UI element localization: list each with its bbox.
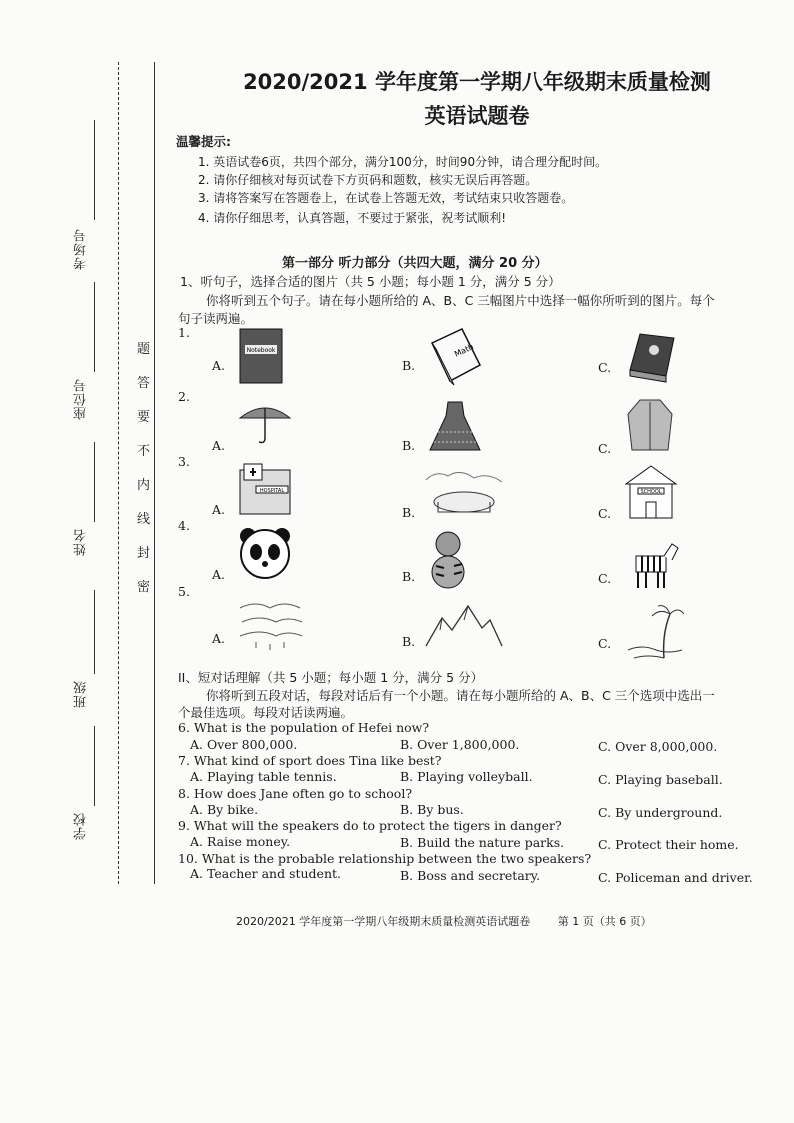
option-letter[interactable]: A.: [212, 567, 226, 582]
math-label: Math: [453, 342, 475, 359]
question-text: 10. What is the probable relationship between the two speakers?: [178, 851, 592, 866]
beach-icon: [624, 600, 686, 662]
math-book-icon: [426, 325, 486, 387]
question-number: 4.: [178, 518, 190, 533]
option-letter[interactable]: B.: [402, 569, 416, 584]
footer-exam-title: 2020/2021 学年度第一学期八年级期末质量检测英语试题卷: [236, 915, 531, 928]
tip-item: 1. 英语试卷6页，共四个部分，满分100分，时间90分钟，请合理分配时间。: [198, 155, 608, 169]
mountains-icon: [424, 600, 504, 650]
question-number: 2.: [178, 389, 190, 404]
class-field[interactable]: [94, 590, 95, 674]
answer-option[interactable]: C. By underground.: [598, 805, 723, 820]
answer-option[interactable]: A. By bike.: [190, 802, 259, 817]
seal-char: 封: [137, 546, 151, 561]
question-text: 6. What is the population of Hefei now?: [178, 720, 430, 735]
hospital-label: HOSPITAL: [259, 488, 285, 494]
margin-border: [154, 62, 155, 884]
option-letter[interactable]: B.: [402, 438, 416, 453]
umbrella-icon: [236, 398, 294, 448]
dashed-cut-line: [118, 62, 119, 884]
exam-room-label: 考场号: [74, 228, 89, 270]
dress-icon: [426, 398, 484, 456]
option-letter[interactable]: C.: [598, 636, 612, 651]
answer-option[interactable]: B. Boss and secretary.: [400, 868, 541, 883]
answer-option[interactable]: A. Playing table tennis.: [190, 769, 337, 784]
panda-icon: [236, 524, 294, 582]
school-icon: [622, 462, 680, 522]
option-letter[interactable]: C.: [598, 571, 612, 586]
coat-icon: [622, 396, 678, 456]
answer-option[interactable]: C. Playing baseball.: [598, 772, 723, 787]
name-field[interactable]: [94, 442, 95, 522]
option-letter[interactable]: B.: [402, 358, 416, 373]
section-instruction: 个最佳选项。每段对话读两遍。: [178, 705, 354, 720]
seal-char: 要: [137, 410, 151, 425]
section-title: II、短对话理解（共 5 小题；每小题 1 分，满分 5 分）: [178, 670, 484, 685]
terraced-fields-icon: [236, 592, 306, 652]
question-text: 7. What kind of sport does Tina like best?: [178, 753, 442, 768]
answer-option[interactable]: C. Policeman and driver.: [598, 870, 753, 885]
option-letter[interactable]: B.: [402, 634, 416, 649]
page-subtitle: 英语试题卷: [424, 104, 530, 128]
page-title: 2020/2021 学年度第一学期八年级期末质量检测: [243, 70, 711, 94]
answer-option[interactable]: C. Protect their home.: [598, 837, 739, 852]
question-text: 8. How does Jane often go to school?: [178, 786, 413, 801]
class-label: 班级: [74, 680, 89, 708]
answer-option[interactable]: B. By bus.: [400, 802, 464, 817]
seal-char: 题: [137, 342, 151, 357]
answer-option[interactable]: B. Playing volleyball.: [400, 769, 533, 784]
question-number: 3.: [178, 454, 190, 469]
question-number: 5.: [178, 584, 190, 599]
school-label: 学校: [74, 812, 89, 840]
section-instruction: 你将听到五个句子。请在每小题所给的 A、B、C 三幅图片中选择一幅你所听到的图片。每个: [206, 293, 715, 308]
section-title: 1、听句子，选择合适的图片（共 5 小题；每小题 1 分，满分 5 分）: [180, 274, 561, 289]
option-letter[interactable]: B.: [402, 505, 416, 520]
seat-number-label: 座位号: [74, 378, 89, 420]
tip-item: 3. 请将答案写在答题卷上，在试卷上答题无效，考试结束只收答题卷。: [198, 191, 574, 205]
school-label: SCHOOL: [640, 489, 662, 495]
question-text: 9. What will the speakers do to protect the tigers in danger?: [178, 818, 562, 833]
tiger-icon: [424, 528, 474, 590]
page-footer: [236, 913, 652, 929]
seal-char: 线: [137, 512, 151, 527]
option-letter[interactable]: C.: [598, 441, 612, 456]
answer-option[interactable]: A. Raise money.: [190, 834, 291, 849]
seal-char: 内: [137, 478, 151, 493]
zebra-icon: [630, 538, 682, 592]
tips-heading: 温馨提示:: [176, 134, 231, 149]
part-heading: 第一部分 听力部分（共四大题，满分 20 分）: [282, 256, 548, 271]
section-instruction: 你将听到五段对话，每段对话后有一个小题。请在每小题所给的 A、B、C 三个选项中选出一: [206, 688, 715, 703]
school-field[interactable]: [94, 726, 95, 806]
stadium-icon: [424, 466, 504, 524]
tip-item: 2. 请你仔细核对每页试卷下方页码和题数，核实无误后再答题。: [198, 173, 538, 187]
option-letter[interactable]: A.: [212, 502, 226, 517]
answer-option[interactable]: A. Teacher and student.: [190, 866, 342, 881]
answer-option[interactable]: A. Over 800,000.: [190, 737, 298, 752]
seat-number-field[interactable]: [94, 282, 95, 372]
option-letter[interactable]: A.: [212, 438, 226, 453]
notebook-icon: [236, 325, 288, 387]
answer-option[interactable]: B. Over 1,800,000.: [400, 737, 520, 752]
notebook-label: Notebook: [246, 347, 276, 354]
seal-char: 答: [137, 376, 151, 391]
seal-char: 密: [137, 580, 151, 595]
exam-room-field[interactable]: [94, 120, 95, 220]
name-label: 姓名: [74, 528, 89, 556]
tip-item: 4. 请你仔细思考，认真答题，不要过于紧张，祝考试顺利!: [198, 211, 507, 225]
option-letter[interactable]: A.: [212, 631, 226, 646]
option-letter[interactable]: A.: [212, 358, 226, 373]
section-instruction: 句子读两遍。: [178, 311, 254, 326]
page-number: 第 1 页（共 6 页）: [557, 915, 652, 928]
question-number: 1.: [178, 325, 190, 340]
seal-char: 不: [137, 444, 151, 459]
answer-option[interactable]: B. Build the nature parks.: [400, 835, 565, 850]
option-letter[interactable]: C.: [598, 360, 612, 375]
answer-option[interactable]: C. Over 8,000,000.: [598, 739, 718, 754]
hospital-icon: [236, 460, 294, 516]
option-letter[interactable]: C.: [598, 506, 612, 521]
dictionary-icon: [626, 330, 678, 384]
